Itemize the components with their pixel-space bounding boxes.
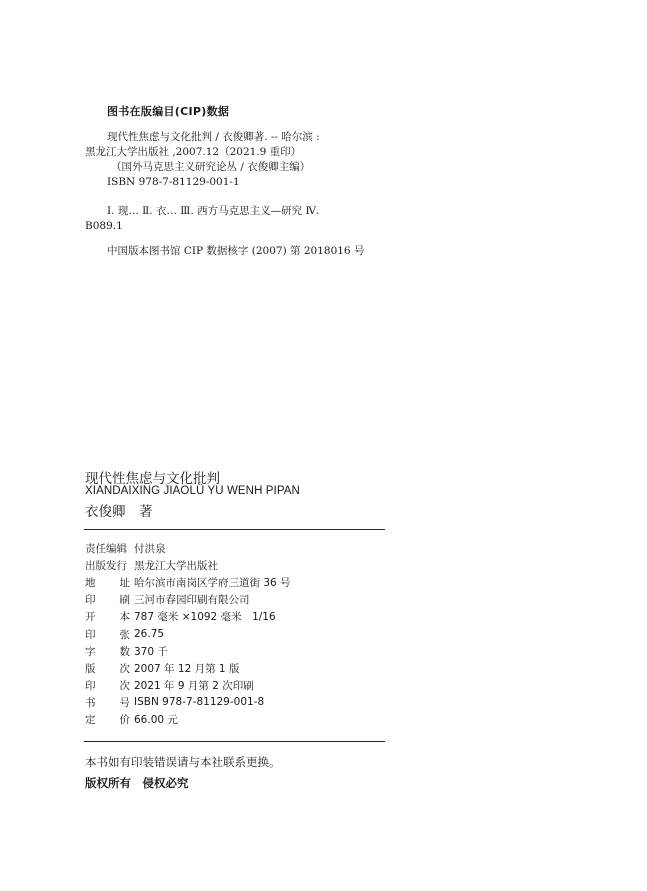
detail-value: 付洪泉: [134, 543, 166, 556]
publication-details: [85, 540, 291, 728]
detail-label: 书 号: [85, 696, 130, 709]
detail-label: 印 张: [85, 628, 130, 641]
detail-row-sheets: [85, 625, 291, 642]
book-title: 现代性焦虑与文化批判: [85, 471, 220, 487]
detail-value: 370 千: [134, 645, 168, 658]
detail-value: 787 毫米 ×1092 毫米 1/16: [134, 611, 276, 624]
detail-value: 2007 年 12 月第 1 版: [134, 662, 240, 675]
detail-row-isbn: [85, 694, 291, 711]
divider-bottom: [84, 741, 385, 742]
cip-line-record-number: 中国版本图书馆 CIP 数据核字 (2007) 第 2018016 号: [107, 245, 365, 257]
detail-value: 黑龙江大学出版社: [134, 560, 218, 573]
copyright-notice: 版权所有 侵权必究: [85, 776, 189, 790]
detail-row-impression: [85, 677, 291, 694]
detail-label: 版 次: [85, 662, 130, 675]
detail-value: 26.75: [134, 628, 165, 641]
detail-label: 定 价: [85, 713, 130, 726]
detail-row-address: [85, 574, 291, 591]
cip-line-classification: Ⅰ. 现… Ⅱ. 衣… Ⅲ. 西方马克思主义—研究 Ⅳ.: [107, 205, 320, 217]
detail-value: ISBN 978-7-81129-001-8: [134, 696, 265, 709]
cip-line-isbn: ISBN 978-7-81129-001-1: [107, 176, 240, 188]
cip-line-class-code: B089.1: [85, 220, 123, 232]
detail-label: 字 数: [85, 645, 130, 658]
detail-value: 三河市春园印刷有限公司: [134, 594, 250, 607]
detail-row-printer: [85, 591, 291, 608]
detail-row-format: [85, 608, 291, 625]
detail-label: 责任编辑: [85, 543, 127, 556]
book-author: 衣俊卿 著: [85, 504, 153, 520]
cip-line-series: （国外马克思主义研究论丛 / 衣俊卿主编）: [111, 161, 311, 173]
detail-value: 哈尔滨市南岗区学府三道街 36 号: [134, 577, 291, 590]
divider-top: [84, 529, 385, 530]
detail-label: 印 刷: [85, 594, 130, 607]
cip-line-publisher: 黑龙江大学出版社 ,2007.12（2021.9 重印）: [85, 146, 302, 158]
cip-title: 图书在版编目(CIP)数据: [107, 105, 230, 118]
detail-row-price: [85, 711, 291, 728]
detail-value: 66.00 元: [134, 713, 178, 726]
detail-value: 2021 年 9 月第 2 次印刷: [134, 679, 254, 692]
misprint-note: 本书如有印装错误请与本社联系更换。: [85, 755, 281, 769]
detail-label: 印 次: [85, 679, 130, 692]
detail-row-publisher: [85, 557, 291, 574]
detail-label: 地 址: [85, 577, 130, 590]
detail-label: 出版发行: [85, 560, 127, 573]
book-pinyin-title: XIANDAIXING JIAOLÜ YU WENH PIPAN: [85, 485, 300, 497]
detail-row-editor: [85, 540, 291, 557]
cip-line-title: 现代性焦虑与文化批判 / 衣俊卿著. -- 哈尔滨 :: [107, 131, 320, 143]
detail-label: 开 本: [85, 611, 130, 624]
detail-row-edition: [85, 660, 291, 677]
detail-row-word-count: [85, 643, 291, 660]
